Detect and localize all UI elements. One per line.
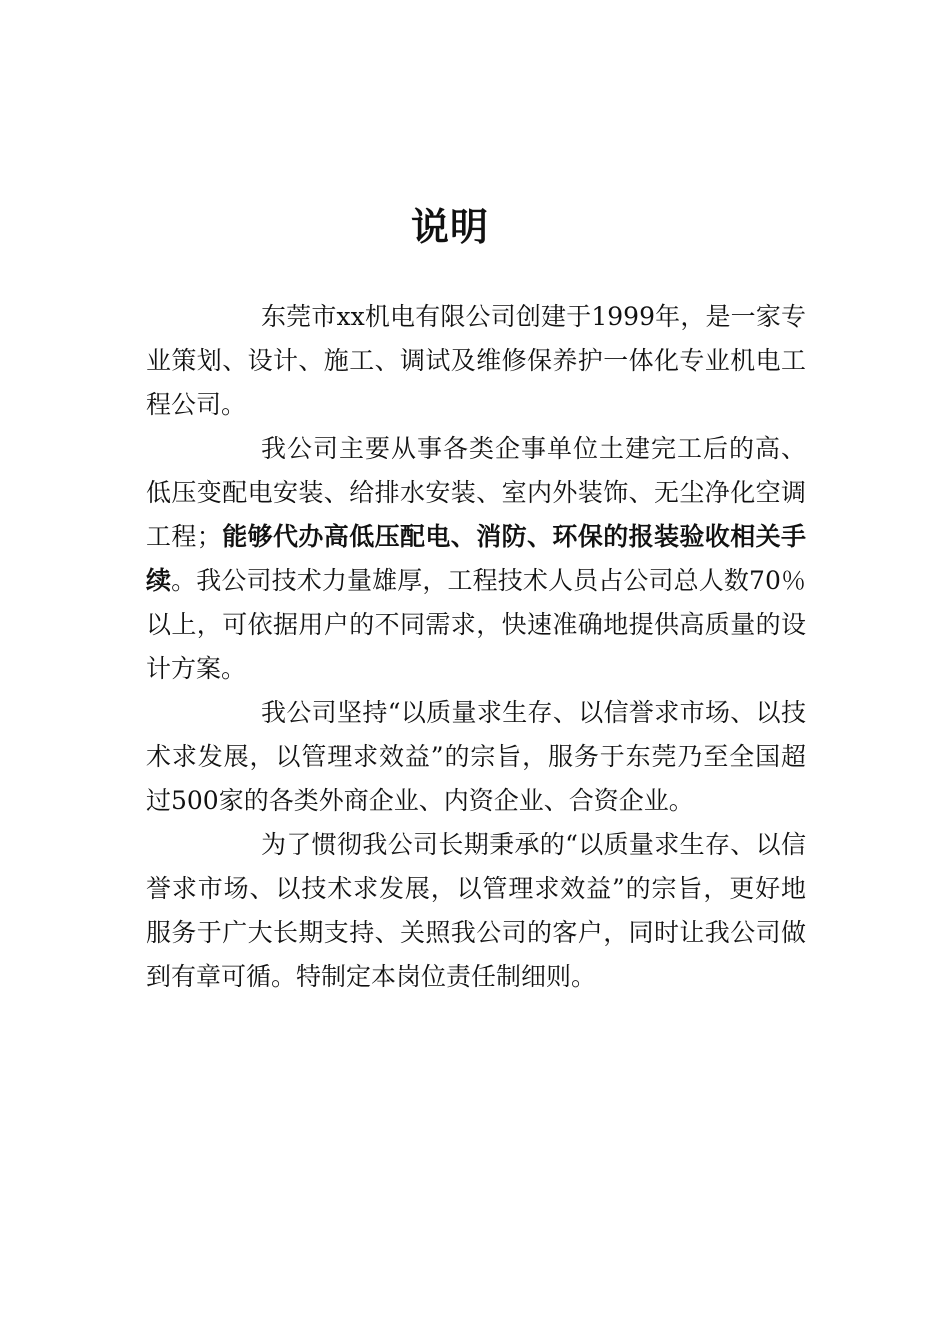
paragraph-company-principle: 我公司坚持“以质量求生存、以信誉求市场、以技术求发展，以管理求效益”的宗旨，服务于东莞乃至全国超过500家的各类外商企业、内资企业、合资企业。: [146, 698, 806, 815]
paragraph-purpose: 为了惯彻我公司长期秉承的“以质量求生存、以信誉求市场、以技术求发展，以管理求效益”的宗旨，更好地服务于广大长期支持、关照我公司的客户，同时让我公司做到有章可循。特制定本岗位责任制细则。: [146, 830, 806, 991]
business-scope-text-continued: 。我公司技术力量雄厚，工程技术人员占公司总人数70％以上，可依据用户的不同需求，快速准确地提供高质量的设计方案。: [146, 566, 806, 683]
document-title: 说明: [410, 204, 489, 249]
document-body: [146, 295, 806, 999]
business-scope-bold-text: 能够代办高低压配电、消防、环保的报装验收相关手续: [146, 522, 806, 595]
paragraph-company-intro: 东莞市xx机电有限公司创建于1999年，是一家专业策划、设计、施工、调试及维修保养护一体化专业机电工程公司。: [146, 302, 806, 419]
paragraph-business-scope: [146, 427, 806, 691]
business-scope-text: 我公司主要从事各类企事单位土建完工后的高、低压变配电安装、给排水安装、室内外装饰、无尘净化空调工程；: [146, 434, 806, 551]
